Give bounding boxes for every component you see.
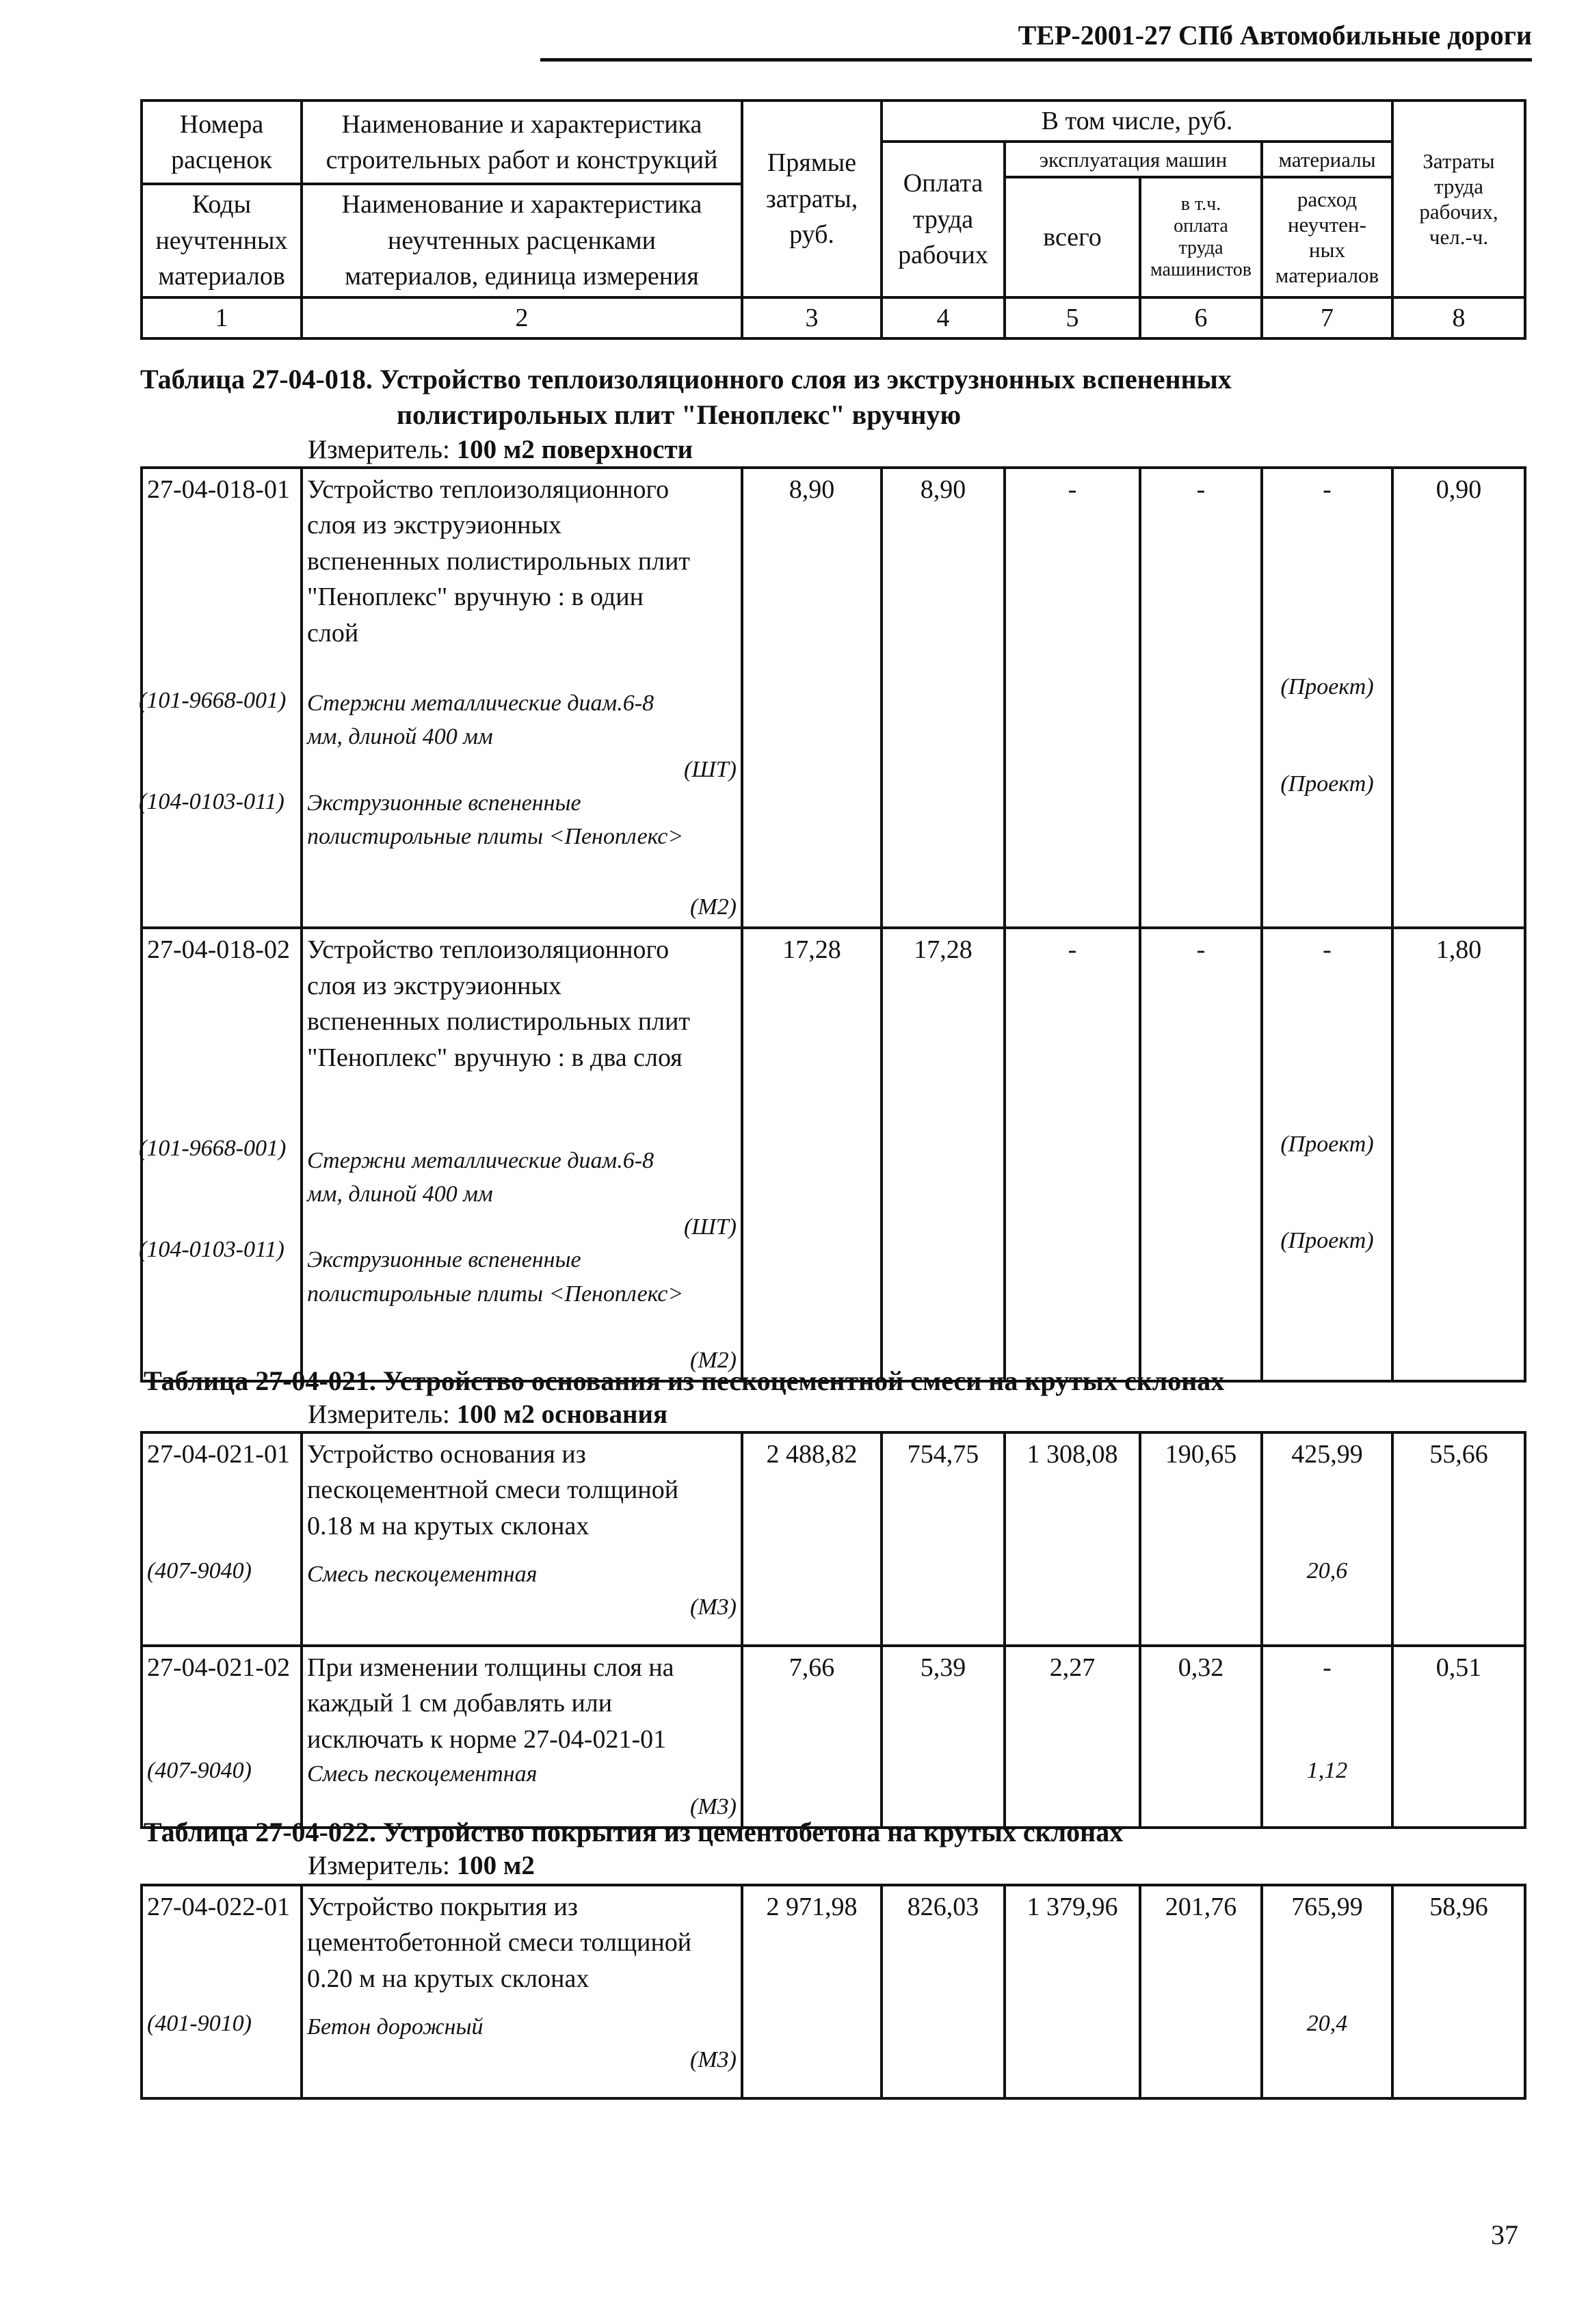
- table-row: [142, 1432, 1525, 1646]
- material-qty: (Проект): [1280, 1227, 1374, 1253]
- rate-code: 27-04-018-02: [142, 928, 302, 1381]
- direct-cost: 8,90: [742, 468, 882, 928]
- header-materials-group: материалы: [1262, 142, 1392, 177]
- material-code: (407-9040): [147, 1758, 252, 1784]
- labor-hours: 58,96: [1392, 1885, 1525, 2098]
- header-col2-bottom: Наименование и характеристика неучтенных расценками материалов, единица измерения: [302, 184, 742, 297]
- table-022-title: Таблица 27-04-022. Устройство покрытия из цементобетона на крутых склонах: [144, 1817, 1124, 1847]
- table-row: [142, 1646, 1525, 1828]
- column-header-table: [140, 99, 1526, 340]
- header-col4: Оплата труда рабочих: [882, 142, 1005, 297]
- table-018: [140, 466, 1526, 1383]
- work-name: Устройство основания из пескоцементной смеси толщиной 0.18 м на крутых склонах Смесь пескоцементная (М3): [302, 1432, 742, 1646]
- materials-cost: 765,99 20,4: [1262, 1885, 1392, 2098]
- labor-hours: 0,90: [1392, 468, 1525, 928]
- col-number-6: 6: [1140, 297, 1262, 338]
- rate-code: 27-04-021-01 (407-9040): [142, 1432, 302, 1646]
- table-018-title-line1: Таблица 27-04-018. Устройство теплоизоляционного слоя из экструзнонных вспененных: [140, 364, 1232, 395]
- labor-hours: 1,80: [1392, 928, 1525, 1381]
- col-number-7: 7: [1262, 297, 1392, 338]
- header-col3: Прямые затраты, руб.: [742, 101, 882, 297]
- material-qty: 1,12: [1306, 1758, 1348, 1784]
- material-qty: (Проект): [1280, 1131, 1374, 1157]
- col-number-8: 8: [1392, 297, 1525, 338]
- labor-hours: 0,51: [1392, 1646, 1525, 1828]
- machines-cost: 2,27: [1005, 1646, 1140, 1828]
- work-name: Устройство покрытия из цементобетонной смеси толщиной 0.20 м на крутых склонах Бетон дорожный (М3): [302, 1885, 742, 2098]
- table-row: [142, 1885, 1525, 2098]
- material-code: (104-0103-011): [139, 1237, 284, 1262]
- material-code: (101-9668-001): [139, 1136, 287, 1161]
- table-021: [140, 1431, 1526, 1829]
- col-number-2: 2: [302, 297, 742, 338]
- machinists-cost: -: [1140, 468, 1262, 928]
- material-code: (401-9010): [147, 2011, 252, 2037]
- header-col8: Затраты труда рабочих, чел.-ч.: [1392, 101, 1525, 297]
- machines-cost: -: [1005, 468, 1140, 928]
- machinists-cost: 190,65: [1140, 1432, 1262, 1646]
- header-col5: всего: [1005, 177, 1140, 297]
- header-col1-top: Номера расценок: [142, 101, 302, 184]
- running-title: ТЕР-2001-27 СПб Автомобильные дороги: [1018, 20, 1532, 51]
- work-name: Устройство теплоизоляционного слоя из экструэионных вспененных полистирольных плит "Пеноплекс" вручную : в один слой Стержни металлические диам.6-8 мм, длиной 400 мм (ШТ) Экструзионные вспененные полистирольные плиты <Пеноплекс> (М2): [302, 468, 742, 928]
- direct-cost: 17,28: [742, 928, 882, 1381]
- materials-cost: - (Проект) (Проект): [1262, 928, 1392, 1381]
- direct-cost: 7,66: [742, 1646, 882, 1828]
- material-code: (101-9668-001): [139, 688, 287, 713]
- rate-code: 27-04-018-01: [142, 468, 302, 928]
- col-number-1: 1: [142, 297, 302, 338]
- machinists-cost: 201,76: [1140, 1885, 1262, 2098]
- table-021-measure: Измеритель: 100 м2 основания: [308, 1400, 668, 1429]
- machines-cost: 1 379,96: [1005, 1885, 1140, 2098]
- page-number: 37: [1491, 2219, 1518, 2250]
- machines-cost: -: [1005, 928, 1140, 1381]
- material-qty: 20,6: [1306, 1558, 1348, 1584]
- direct-cost: 2 488,82: [742, 1432, 882, 1646]
- material-qty: (Проект): [1280, 771, 1374, 797]
- work-name: При изменении толщины слоя на каждый 1 см добавлять или исключать к норме 27-04-021-01 Смесь пескоцементная (М3): [302, 1646, 742, 1828]
- rate-code: 27-04-021-02 (407-9040): [142, 1646, 302, 1828]
- labor-cost: 17,28: [882, 928, 1005, 1381]
- col-number-5: 5: [1005, 297, 1140, 338]
- work-name: Устройство теплоизоляционного слоя из экструэионных вспененных полистирольных плит "Пеноплекс" вручную : в два слоя Стержни металлические диам.6-8 мм, длиной 400 мм (ШТ) Экструзионные вспененные полистирольные плиты <Пеноплекс> (М2): [302, 928, 742, 1381]
- direct-cost: 2 971,98: [742, 1885, 882, 2098]
- rate-code: 27-04-022-01 (401-9010): [142, 1885, 302, 2098]
- materials-cost: 425,99 20,6: [1262, 1432, 1392, 1646]
- machinists-cost: -: [1140, 928, 1262, 1381]
- header-machines-group: эксплуатация машин: [1005, 142, 1262, 177]
- machines-cost: 1 308,08: [1005, 1432, 1140, 1646]
- labor-cost: 8,90: [882, 468, 1005, 928]
- table-022: [140, 1884, 1526, 2100]
- labor-hours: 55,66: [1392, 1432, 1525, 1646]
- col-number-4: 4: [882, 297, 1005, 338]
- material-code: (407-9040): [147, 1558, 252, 1584]
- table-row: [142, 468, 1525, 928]
- material-code: (104-0103-011): [139, 789, 284, 814]
- header-group-title: В том числе, руб.: [882, 101, 1392, 142]
- table-022-measure: Измеритель: 100 м2: [308, 1851, 535, 1880]
- running-header: [540, 14, 1532, 62]
- materials-cost: - (Проект) (Проект): [1262, 468, 1392, 928]
- materials-cost: - 1,12: [1262, 1646, 1392, 1828]
- labor-cost: 5,39: [882, 1646, 1005, 1828]
- header-col7: расход неучтен- ных материалов: [1262, 177, 1392, 297]
- header-col1-bottom: Коды неучтенных материалов: [142, 184, 302, 297]
- header-col2-top: Наименование и характеристика строительных работ и конструкций: [302, 101, 742, 184]
- labor-cost: 826,03: [882, 1885, 1005, 2098]
- col-number-3: 3: [742, 297, 882, 338]
- table-018-measure: Измеритель: 100 м2 поверхности: [308, 435, 693, 464]
- machinists-cost: 0,32: [1140, 1646, 1262, 1828]
- table-021-title: Таблица 27-04-021. Устройство основания из пескоцементной смеси на крутых склонах: [144, 1365, 1225, 1396]
- labor-cost: 754,75: [882, 1432, 1005, 1646]
- table-row: [142, 928, 1525, 1381]
- material-qty: (Проект): [1280, 674, 1374, 700]
- table-018-title-line2: полистирольных плит "Пеноплекс" вручную: [397, 399, 962, 430]
- material-qty: 20,4: [1306, 2011, 1348, 2037]
- header-col6: в т.ч. оплата труда машинистов: [1140, 177, 1262, 297]
